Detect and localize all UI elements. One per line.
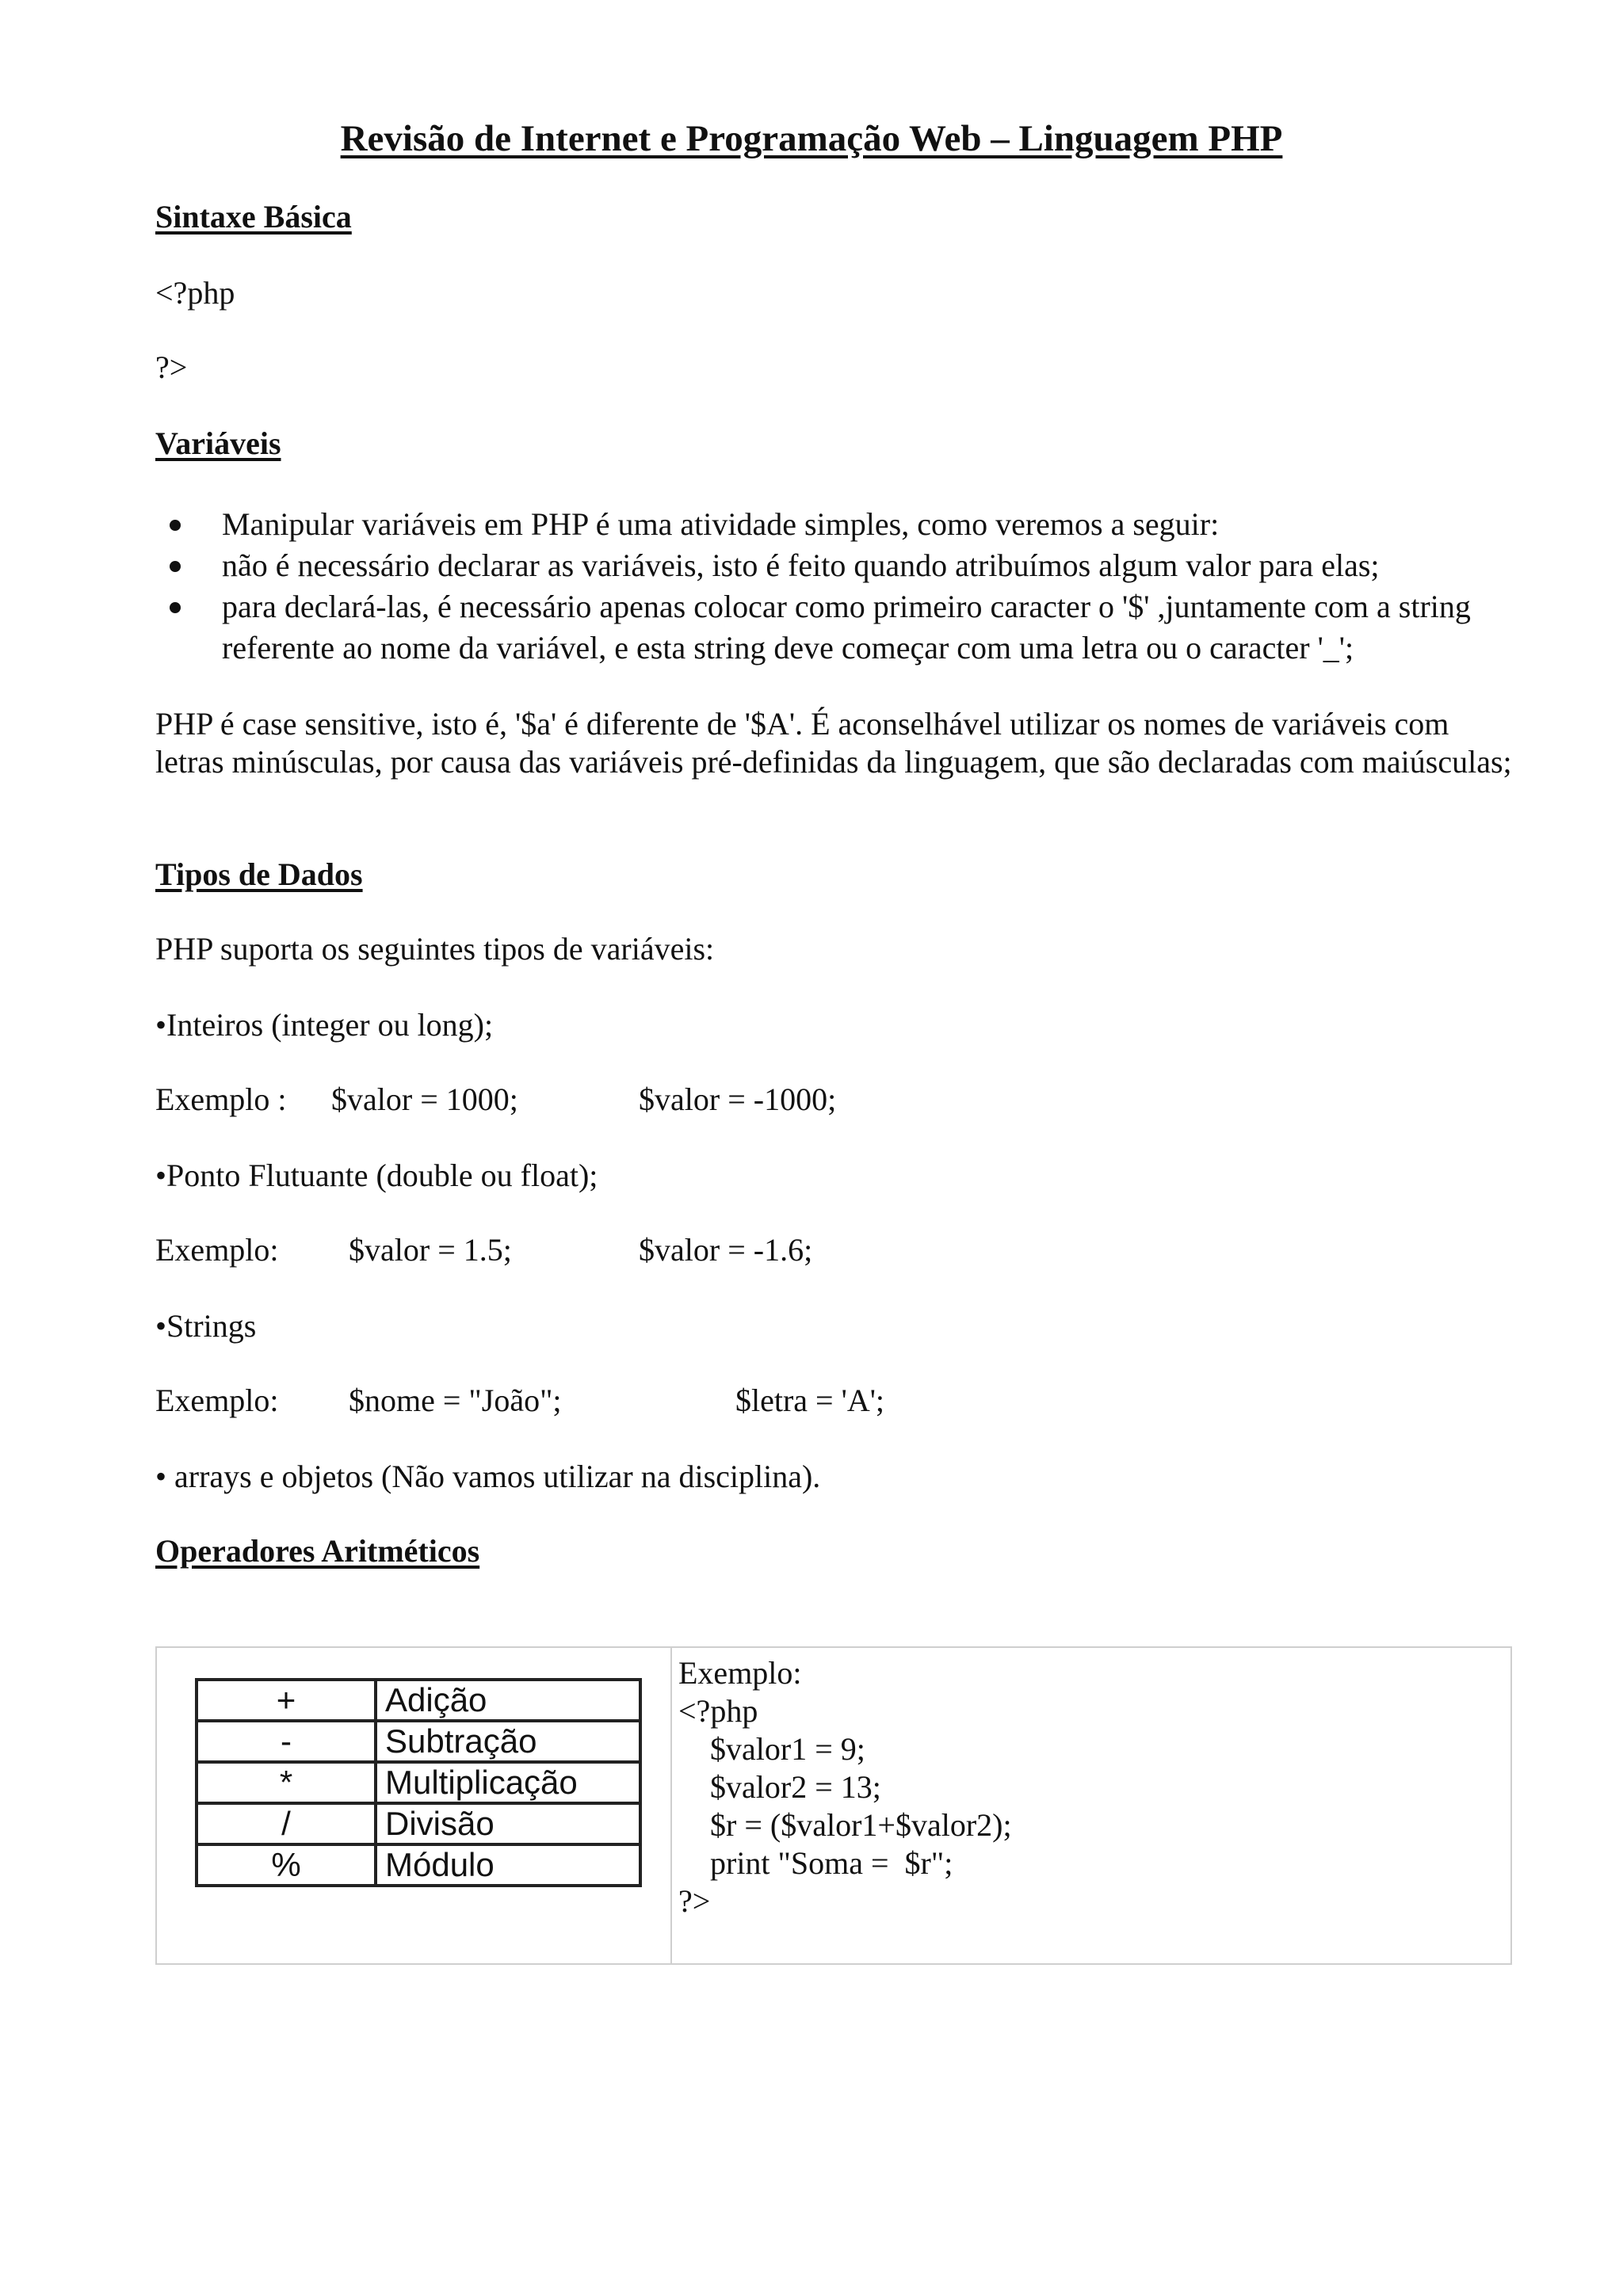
table-row [197,1721,640,1762]
integers-example-2: $valor = -1000; [639,1081,837,1117]
table-row [197,1844,640,1886]
operator-name: Módulo [376,1844,640,1886]
php-close-tag: ?> [155,349,188,385]
operators-example-code [678,1654,1012,1920]
code-line: $valor1 = 9; [678,1731,865,1767]
strings-example-1: $nome = "João"; [349,1383,562,1418]
operator-symbol: * [197,1762,376,1803]
list-item [155,586,1503,669]
operator-symbol: / [197,1803,376,1844]
code-line: Exemplo: [678,1655,802,1691]
code-line: <?php [678,1693,758,1729]
operators-table [195,1678,642,1887]
operator-name: Subtração [376,1721,640,1762]
bullet-icon [170,561,181,572]
operator-symbol: + [197,1680,376,1721]
floats-example-2: $valor = -1.6; [639,1232,813,1268]
floats-label: •Ponto Flutuante (double ou float); [155,1158,598,1193]
operator-name: Adição [376,1680,640,1721]
list-item [155,504,1503,545]
code-line: $r = ($valor1+$valor2); [678,1807,1012,1843]
php-open-tag: <?php [155,275,235,311]
bullet-text: para declará-las, é necessário apenas colocar como primeiro caracter o '$' ,juntamente com a string referente ao nome da variável, e esta string deve começar com uma letra ou o caracter '_'; [222,589,1471,666]
strings-example-2: $letra = 'A'; [735,1383,885,1418]
table-row [197,1803,640,1844]
table-row [197,1762,640,1803]
integers-example-1: $valor = 1000; [331,1081,518,1117]
operator-name: Divisão [376,1803,640,1844]
code-line: ?> [678,1883,711,1919]
arrays-note: • arrays e objetos (Não vamos utilizar na disciplina). [155,1459,821,1494]
floats-example-label: Exemplo: [155,1232,279,1268]
data-types-intro: PHP suporta os seguintes tipos de variáveis: [155,931,715,967]
strings-example-label: Exemplo: [155,1383,279,1418]
operator-name: Multiplicação [376,1762,640,1803]
list-item [155,545,1503,586]
syntax-heading: Sintaxe Básica [155,199,352,235]
bullet-icon [170,602,181,613]
variables-bullet-list [155,504,1503,669]
code-line: print "Soma = $r"; [678,1845,953,1881]
operator-symbol: - [197,1721,376,1762]
table-row [197,1680,640,1721]
integers-label: •Inteiros (integer ou long); [155,1007,494,1043]
page-title: Revisão de Internet e Programação Web – Linguagem PHP [340,118,1283,159]
operators-heading: Operadores Aritméticos [155,1533,480,1569]
floats-example-1: $valor = 1.5; [349,1232,512,1268]
bullet-text: não é necessário declarar as variáveis, isto é feito quando atribuímos algum valor para elas; [222,547,1380,583]
data-types-heading: Tipos de Dados [155,856,363,892]
bullet-icon [170,520,181,531]
table-divider [670,1646,672,1965]
code-line: $valor2 = 13; [678,1769,881,1805]
strings-label: •Strings [155,1308,257,1344]
bullet-text: Manipular variáveis em PHP é uma atividade simples, como veremos a seguir: [222,506,1220,542]
case-sensitive-paragraph: PHP é case sensitive, isto é, '$a' é diferente de '$A'. É aconselhável utilizar os nomes de variáveis com letras minúsculas, por causa das variáveis pré-definidas da linguagem, que são declaradas com maiúsculas; [155,706,1512,780]
operator-symbol: % [197,1844,376,1886]
integers-example-label: Exemplo : [155,1081,287,1117]
variables-heading: Variáveis [155,425,281,461]
